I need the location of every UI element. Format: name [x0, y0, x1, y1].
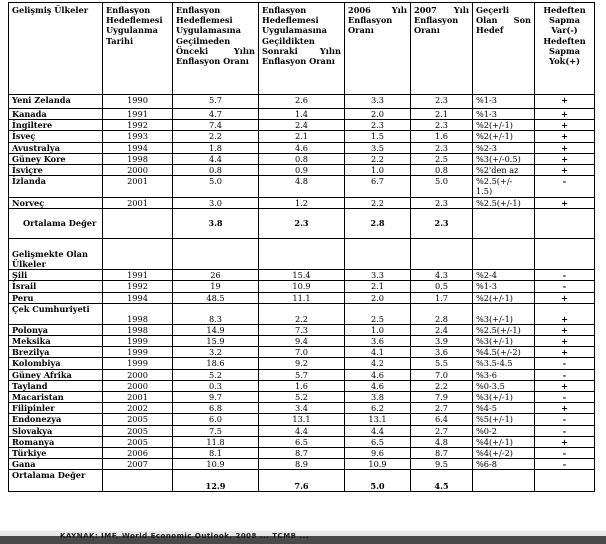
- before-cell: 48.5: [173, 292, 259, 303]
- adoption-date-cell: 1991: [103, 109, 173, 120]
- inflation-2006-cell: 6.5: [345, 436, 411, 447]
- deviation-cell: +: [535, 380, 595, 391]
- before-cell: 8.3: [173, 303, 259, 324]
- deviation-cell: +: [535, 165, 595, 176]
- target-cell: %1-3: [473, 109, 535, 120]
- inflation-2006-cell: 2.5: [345, 303, 411, 324]
- target-cell: %2-3: [473, 142, 535, 153]
- inflation-2007-cell: 2.7: [411, 403, 473, 414]
- deviation-cell: +: [535, 109, 595, 120]
- deviation-cell: -: [535, 392, 595, 403]
- deviation-cell: +: [535, 142, 595, 153]
- inflation-2007-cell: 2.8: [411, 303, 473, 324]
- header-2007: 2007 Yılı Enflasyon Oranı: [411, 3, 473, 95]
- target-cell: %2'den az: [473, 165, 535, 176]
- inflation-2006-cell: 1.5: [345, 131, 411, 142]
- table-row: [9, 380, 595, 391]
- inflation-2007-cell: 2.3: [411, 197, 473, 208]
- target-cell: %3-6: [473, 369, 535, 380]
- inflation-2007-cell: 2.1: [411, 109, 473, 120]
- deviation-cell: +: [535, 403, 595, 414]
- deviation-cell: +: [535, 303, 595, 324]
- before-cell: 2.2: [173, 131, 259, 142]
- country-cell: İsviçre: [9, 165, 103, 176]
- table-row: [9, 176, 595, 197]
- before-cell: 1.8: [173, 142, 259, 153]
- source-footer: KAYNAK: IMF, World Economic Outlook, 2008 ... TCMB ...: [60, 532, 309, 540]
- adoption-date-cell: 2005: [103, 414, 173, 425]
- inflation-2007-cell: 2.3: [411, 120, 473, 131]
- after-cell: 2.1: [259, 131, 345, 142]
- before-cell: 26: [173, 270, 259, 281]
- before-cell: 0.8: [173, 165, 259, 176]
- deviation-cell: +: [535, 436, 595, 447]
- emerging-average-body: [9, 470, 595, 492]
- table-row: [9, 142, 595, 153]
- adoption-date-cell: 2005: [103, 425, 173, 436]
- target-cell: %2(+/-1): [473, 131, 535, 142]
- country-cell: Romanya: [9, 436, 103, 447]
- before-cell: 18.6: [173, 358, 259, 369]
- country-cell: Peru: [9, 292, 103, 303]
- table-row: [9, 403, 595, 414]
- target-cell: %3(+/-1): [473, 392, 535, 403]
- adoption-date-cell: 1990: [103, 95, 173, 109]
- target-cell: %5(+/-1): [473, 414, 535, 425]
- table-row: [9, 392, 595, 403]
- country-cell: Şili: [9, 270, 103, 281]
- before-cell: 4.7: [173, 109, 259, 120]
- inflation-2007-cell: 5.0: [411, 176, 473, 197]
- inflation-2006-cell: 3.3: [345, 270, 411, 281]
- country-cell: Polonya: [9, 324, 103, 335]
- inflation-2007-cell: 8.7: [411, 448, 473, 459]
- country-cell: Türkiye: [9, 448, 103, 459]
- average-2006: 5.0: [345, 470, 411, 492]
- average-label: Ortalama Değer: [9, 208, 103, 238]
- target-cell: %2(+/-1): [473, 292, 535, 303]
- adoption-date-cell: 1998: [103, 153, 173, 164]
- inflation-2007-cell: 7.9: [411, 392, 473, 403]
- target-cell: %4(+/-1): [473, 436, 535, 447]
- header-adoption-date: Enflasyon Hedeflemesi Uygulanma Tarihi: [103, 3, 173, 95]
- table-row: [9, 281, 595, 292]
- after-cell: 3.4: [259, 403, 345, 414]
- before-cell: 5.2: [173, 369, 259, 380]
- inflation-2007-cell: 1.7: [411, 292, 473, 303]
- before-cell: 6.0: [173, 414, 259, 425]
- inflation-2006-cell: 3.6: [345, 336, 411, 347]
- inflation-2006-cell: 2.0: [345, 109, 411, 120]
- developed-countries-body: [9, 95, 595, 209]
- inflation-2007-cell: 2.3: [411, 95, 473, 109]
- deviation-cell: +: [535, 120, 595, 131]
- adoption-date-cell: 1999: [103, 336, 173, 347]
- inflation-2007-cell: 4.3: [411, 270, 473, 281]
- adoption-date-cell: 2005: [103, 436, 173, 447]
- after-cell: 5.7: [259, 369, 345, 380]
- after-cell: 7.3: [259, 324, 345, 335]
- adoption-date-cell: 1993: [103, 131, 173, 142]
- emerging-average-row: [9, 470, 595, 492]
- document: [8, 2, 594, 492]
- table-row: [9, 336, 595, 347]
- target-cell: %6-8: [473, 459, 535, 470]
- table-row: [9, 153, 595, 164]
- adoption-date-cell: 1999: [103, 358, 173, 369]
- target-cell: %2-4: [473, 270, 535, 281]
- adoption-date-cell: 1994: [103, 292, 173, 303]
- before-cell: 3.0: [173, 197, 259, 208]
- target-cell: %3.5-4.5: [473, 358, 535, 369]
- inflation-2006-cell: 3.8: [345, 392, 411, 403]
- deviation-cell: -: [535, 281, 595, 292]
- adoption-date-cell: 2000: [103, 380, 173, 391]
- country-cell: Meksika: [9, 336, 103, 347]
- inflation-2007-cell: 5.5: [411, 358, 473, 369]
- adoption-date-cell: 1992: [103, 120, 173, 131]
- header-after: Enflasyon Hedeflemesi Uygulamasına Geçildikten Sonraki Yılın Enflasyon Oranı: [259, 3, 345, 95]
- after-cell: 8.7: [259, 448, 345, 459]
- table-row: [9, 436, 595, 447]
- adoption-date-cell: 2001: [103, 392, 173, 403]
- before-cell: 19: [173, 281, 259, 292]
- country-cell: Yeni Zelanda: [9, 95, 103, 109]
- average-after: 2.3: [259, 208, 345, 238]
- inflation-2007-cell: 2.7: [411, 425, 473, 436]
- before-cell: 15.9: [173, 336, 259, 347]
- inflation-2007-cell: 0.8: [411, 165, 473, 176]
- inflation-targeting-table: [8, 2, 595, 492]
- adoption-date-cell: 1994: [103, 142, 173, 153]
- average-after: 7.6: [259, 470, 345, 492]
- inflation-2006-cell: 4.1: [345, 347, 411, 358]
- inflation-2006-cell: 2.2: [345, 197, 411, 208]
- inflation-2006-cell: 4.2: [345, 358, 411, 369]
- country-cell: İngiltere: [9, 120, 103, 131]
- inflation-2006-cell: 2.1: [345, 281, 411, 292]
- header-deviation: Hedeften Sapma Var(-) Hedeften Sapma Yok(+): [535, 3, 595, 95]
- table-row: [9, 292, 595, 303]
- target-cell: %1-3: [473, 95, 535, 109]
- adoption-date-cell: 1998: [103, 303, 173, 324]
- inflation-2007-cell: 1.6: [411, 131, 473, 142]
- target-cell: %0-3.5: [473, 380, 535, 391]
- after-cell: 13.1: [259, 414, 345, 425]
- table-row: [9, 303, 595, 324]
- table-row: [9, 197, 595, 208]
- deviation-cell: +: [535, 153, 595, 164]
- deviation-cell: +: [535, 347, 595, 358]
- after-cell: 6.5: [259, 436, 345, 447]
- adoption-date-cell: 2000: [103, 165, 173, 176]
- developed-average-body: [9, 208, 595, 269]
- adoption-date-cell: 1999: [103, 347, 173, 358]
- country-cell: Filipinler: [9, 403, 103, 414]
- table-row: [9, 270, 595, 281]
- inflation-2006-cell: 2.2: [345, 153, 411, 164]
- adoption-date-cell: 2000: [103, 369, 173, 380]
- after-cell: 1.4: [259, 109, 345, 120]
- country-cell: Brezilya: [9, 347, 103, 358]
- target-cell: %4(+/-2): [473, 448, 535, 459]
- adoption-date-cell: 1992: [103, 281, 173, 292]
- country-cell: Kolombiya: [9, 358, 103, 369]
- before-cell: 7.4: [173, 120, 259, 131]
- target-cell: %3(+/-1): [473, 303, 535, 324]
- deviation-cell: -: [535, 414, 595, 425]
- inflation-2006-cell: 2.0: [345, 292, 411, 303]
- inflation-2006-cell: 4.4: [345, 425, 411, 436]
- adoption-date-cell: 2007: [103, 459, 173, 470]
- before-cell: 4.4: [173, 153, 259, 164]
- inflation-2007-cell: 2.2: [411, 380, 473, 391]
- inflation-2006-cell: 3.5: [345, 142, 411, 153]
- average-2007: 2.3: [411, 208, 473, 238]
- target-cell: %2(+/-1): [473, 120, 535, 131]
- inflation-2007-cell: 2.5: [411, 153, 473, 164]
- after-cell: 2.6: [259, 95, 345, 109]
- adoption-date-cell: 2006: [103, 448, 173, 459]
- country-cell: Tayland: [9, 380, 103, 391]
- country-cell: Kanada: [9, 109, 103, 120]
- inflation-2006-cell: 4.6: [345, 380, 411, 391]
- average-2007: 4.5: [411, 470, 473, 492]
- country-cell: Avustralya: [9, 142, 103, 153]
- adoption-date-cell: 1991: [103, 270, 173, 281]
- target-cell: %0-2: [473, 425, 535, 436]
- before-cell: 0.3: [173, 380, 259, 391]
- after-cell: 4.6: [259, 142, 345, 153]
- adoption-date-cell: 2001: [103, 176, 173, 197]
- table-row: [9, 459, 595, 470]
- average-label: Ortalama Değer: [9, 470, 103, 492]
- target-cell: %4-5: [473, 403, 535, 414]
- table-row: [9, 109, 595, 120]
- table-row: [9, 120, 595, 131]
- adoption-date-cell: 1998: [103, 324, 173, 335]
- developed-average-row: [9, 208, 595, 238]
- deviation-cell: -: [535, 459, 595, 470]
- header-target: Geçerli Olan Son Hedef: [473, 3, 535, 95]
- before-cell: 5.0: [173, 176, 259, 197]
- before-cell: 11.8: [173, 436, 259, 447]
- after-cell: 0.9: [259, 165, 345, 176]
- inflation-2006-cell: 6.7: [345, 176, 411, 197]
- header-row: [9, 3, 595, 95]
- after-cell: 7.0: [259, 347, 345, 358]
- country-cell: İsveç: [9, 131, 103, 142]
- target-cell: %3(+/-1): [473, 336, 535, 347]
- adoption-date-cell: 2001: [103, 197, 173, 208]
- country-cell: Gana: [9, 459, 103, 470]
- inflation-2006-cell: 6.2: [345, 403, 411, 414]
- emerging-countries-body: [9, 270, 595, 470]
- after-cell: 9.4: [259, 336, 345, 347]
- before-cell: 14.9: [173, 324, 259, 335]
- after-cell: 1.6: [259, 380, 345, 391]
- table-row: [9, 347, 595, 358]
- before-cell: 10.9: [173, 459, 259, 470]
- inflation-2007-cell: 3.9: [411, 336, 473, 347]
- target-cell: %1-3: [473, 281, 535, 292]
- deviation-cell: -: [535, 176, 595, 197]
- average-before: 3.8: [173, 208, 259, 238]
- deviation-cell: +: [535, 131, 595, 142]
- header-country: Gelişmiş Ülkeler: [9, 3, 103, 95]
- after-cell: 2.2: [259, 303, 345, 324]
- after-cell: 0.8: [259, 153, 345, 164]
- target-cell: %4.5(+/-2): [473, 347, 535, 358]
- deviation-cell: +: [535, 292, 595, 303]
- inflation-2007-cell: 7.0: [411, 369, 473, 380]
- country-cell: Macaristan: [9, 392, 103, 403]
- target-cell: %2.5(+/-1): [473, 324, 535, 335]
- after-cell: 1.2: [259, 197, 345, 208]
- inflation-2006-cell: 10.9: [345, 459, 411, 470]
- deviation-cell: +: [535, 197, 595, 208]
- table-row: [9, 131, 595, 142]
- adoption-date-cell: 2002: [103, 403, 173, 414]
- header-2006: 2006 Yılı Enflasyon Oranı: [345, 3, 411, 95]
- inflation-2007-cell: 3.6: [411, 347, 473, 358]
- table-row: [9, 95, 595, 109]
- table-row: [9, 425, 595, 436]
- after-cell: 2.4: [259, 120, 345, 131]
- deviation-cell: +: [535, 95, 595, 109]
- inflation-2006-cell: 13.1: [345, 414, 411, 425]
- target-cell: %2.5(+/-1): [473, 197, 535, 208]
- inflation-2006-cell: 1.0: [345, 165, 411, 176]
- after-cell: 9.2: [259, 358, 345, 369]
- country-cell: Güney Afrika: [9, 369, 103, 380]
- country-cell: Slovakya: [9, 425, 103, 436]
- deviation-cell: +: [535, 336, 595, 347]
- deviation-cell: -: [535, 369, 595, 380]
- inflation-2007-cell: 2.4: [411, 324, 473, 335]
- table-row: [9, 165, 595, 176]
- after-cell: 10.9: [259, 281, 345, 292]
- emerging-label-row: [9, 238, 595, 269]
- country-cell: İzlanda: [9, 176, 103, 197]
- country-cell: Norveç: [9, 197, 103, 208]
- inflation-2007-cell: 0.5: [411, 281, 473, 292]
- inflation-2007-cell: 6.4: [411, 414, 473, 425]
- table-row: [9, 448, 595, 459]
- before-cell: 5.7: [173, 95, 259, 109]
- before-cell: 9.7: [173, 392, 259, 403]
- country-cell: Endonezya: [9, 414, 103, 425]
- after-cell: 4.8: [259, 176, 345, 197]
- before-cell: 6.8: [173, 403, 259, 414]
- after-cell: 15.4: [259, 270, 345, 281]
- average-2006: 2.8: [345, 208, 411, 238]
- table-row: [9, 358, 595, 369]
- target-cell: %3(+/-0.5): [473, 153, 535, 164]
- table-row: [9, 324, 595, 335]
- inflation-2006-cell: 1.0: [345, 324, 411, 335]
- before-cell: 7.5: [173, 425, 259, 436]
- inflation-2007-cell: 9.5: [411, 459, 473, 470]
- country-cell: Çek Cumhuriyeti: [9, 303, 103, 324]
- after-cell: 5.2: [259, 392, 345, 403]
- table-row: [9, 369, 595, 380]
- after-cell: 11.1: [259, 292, 345, 303]
- inflation-2006-cell: 4.6: [345, 369, 411, 380]
- table-row: [9, 414, 595, 425]
- deviation-cell: -: [535, 425, 595, 436]
- before-cell: 3.2: [173, 347, 259, 358]
- inflation-2006-cell: 2.3: [345, 120, 411, 131]
- header-before: Enflasyon Hedeflemesi Uygulamasına Geçilmeden Önceki Yılın Enflasyon Oranı: [173, 3, 259, 95]
- emerging-label: Gelişmekte Olan Ülkeler: [9, 238, 103, 269]
- deviation-cell: -: [535, 358, 595, 369]
- inflation-2007-cell: 4.8: [411, 436, 473, 447]
- after-cell: 4.4: [259, 425, 345, 436]
- country-cell: İsrail: [9, 281, 103, 292]
- deviation-cell: -: [535, 270, 595, 281]
- inflation-2006-cell: 9.6: [345, 448, 411, 459]
- target-cell: %2.5(+/- 1.5): [473, 176, 535, 197]
- deviation-cell: +: [535, 324, 595, 335]
- after-cell: 8.9: [259, 459, 345, 470]
- before-cell: 8.1: [173, 448, 259, 459]
- inflation-2006-cell: 3.3: [345, 95, 411, 109]
- country-cell: Güney Kore: [9, 153, 103, 164]
- inflation-2007-cell: 2.3: [411, 142, 473, 153]
- average-before: 12.9: [173, 470, 259, 492]
- deviation-cell: -: [535, 448, 595, 459]
